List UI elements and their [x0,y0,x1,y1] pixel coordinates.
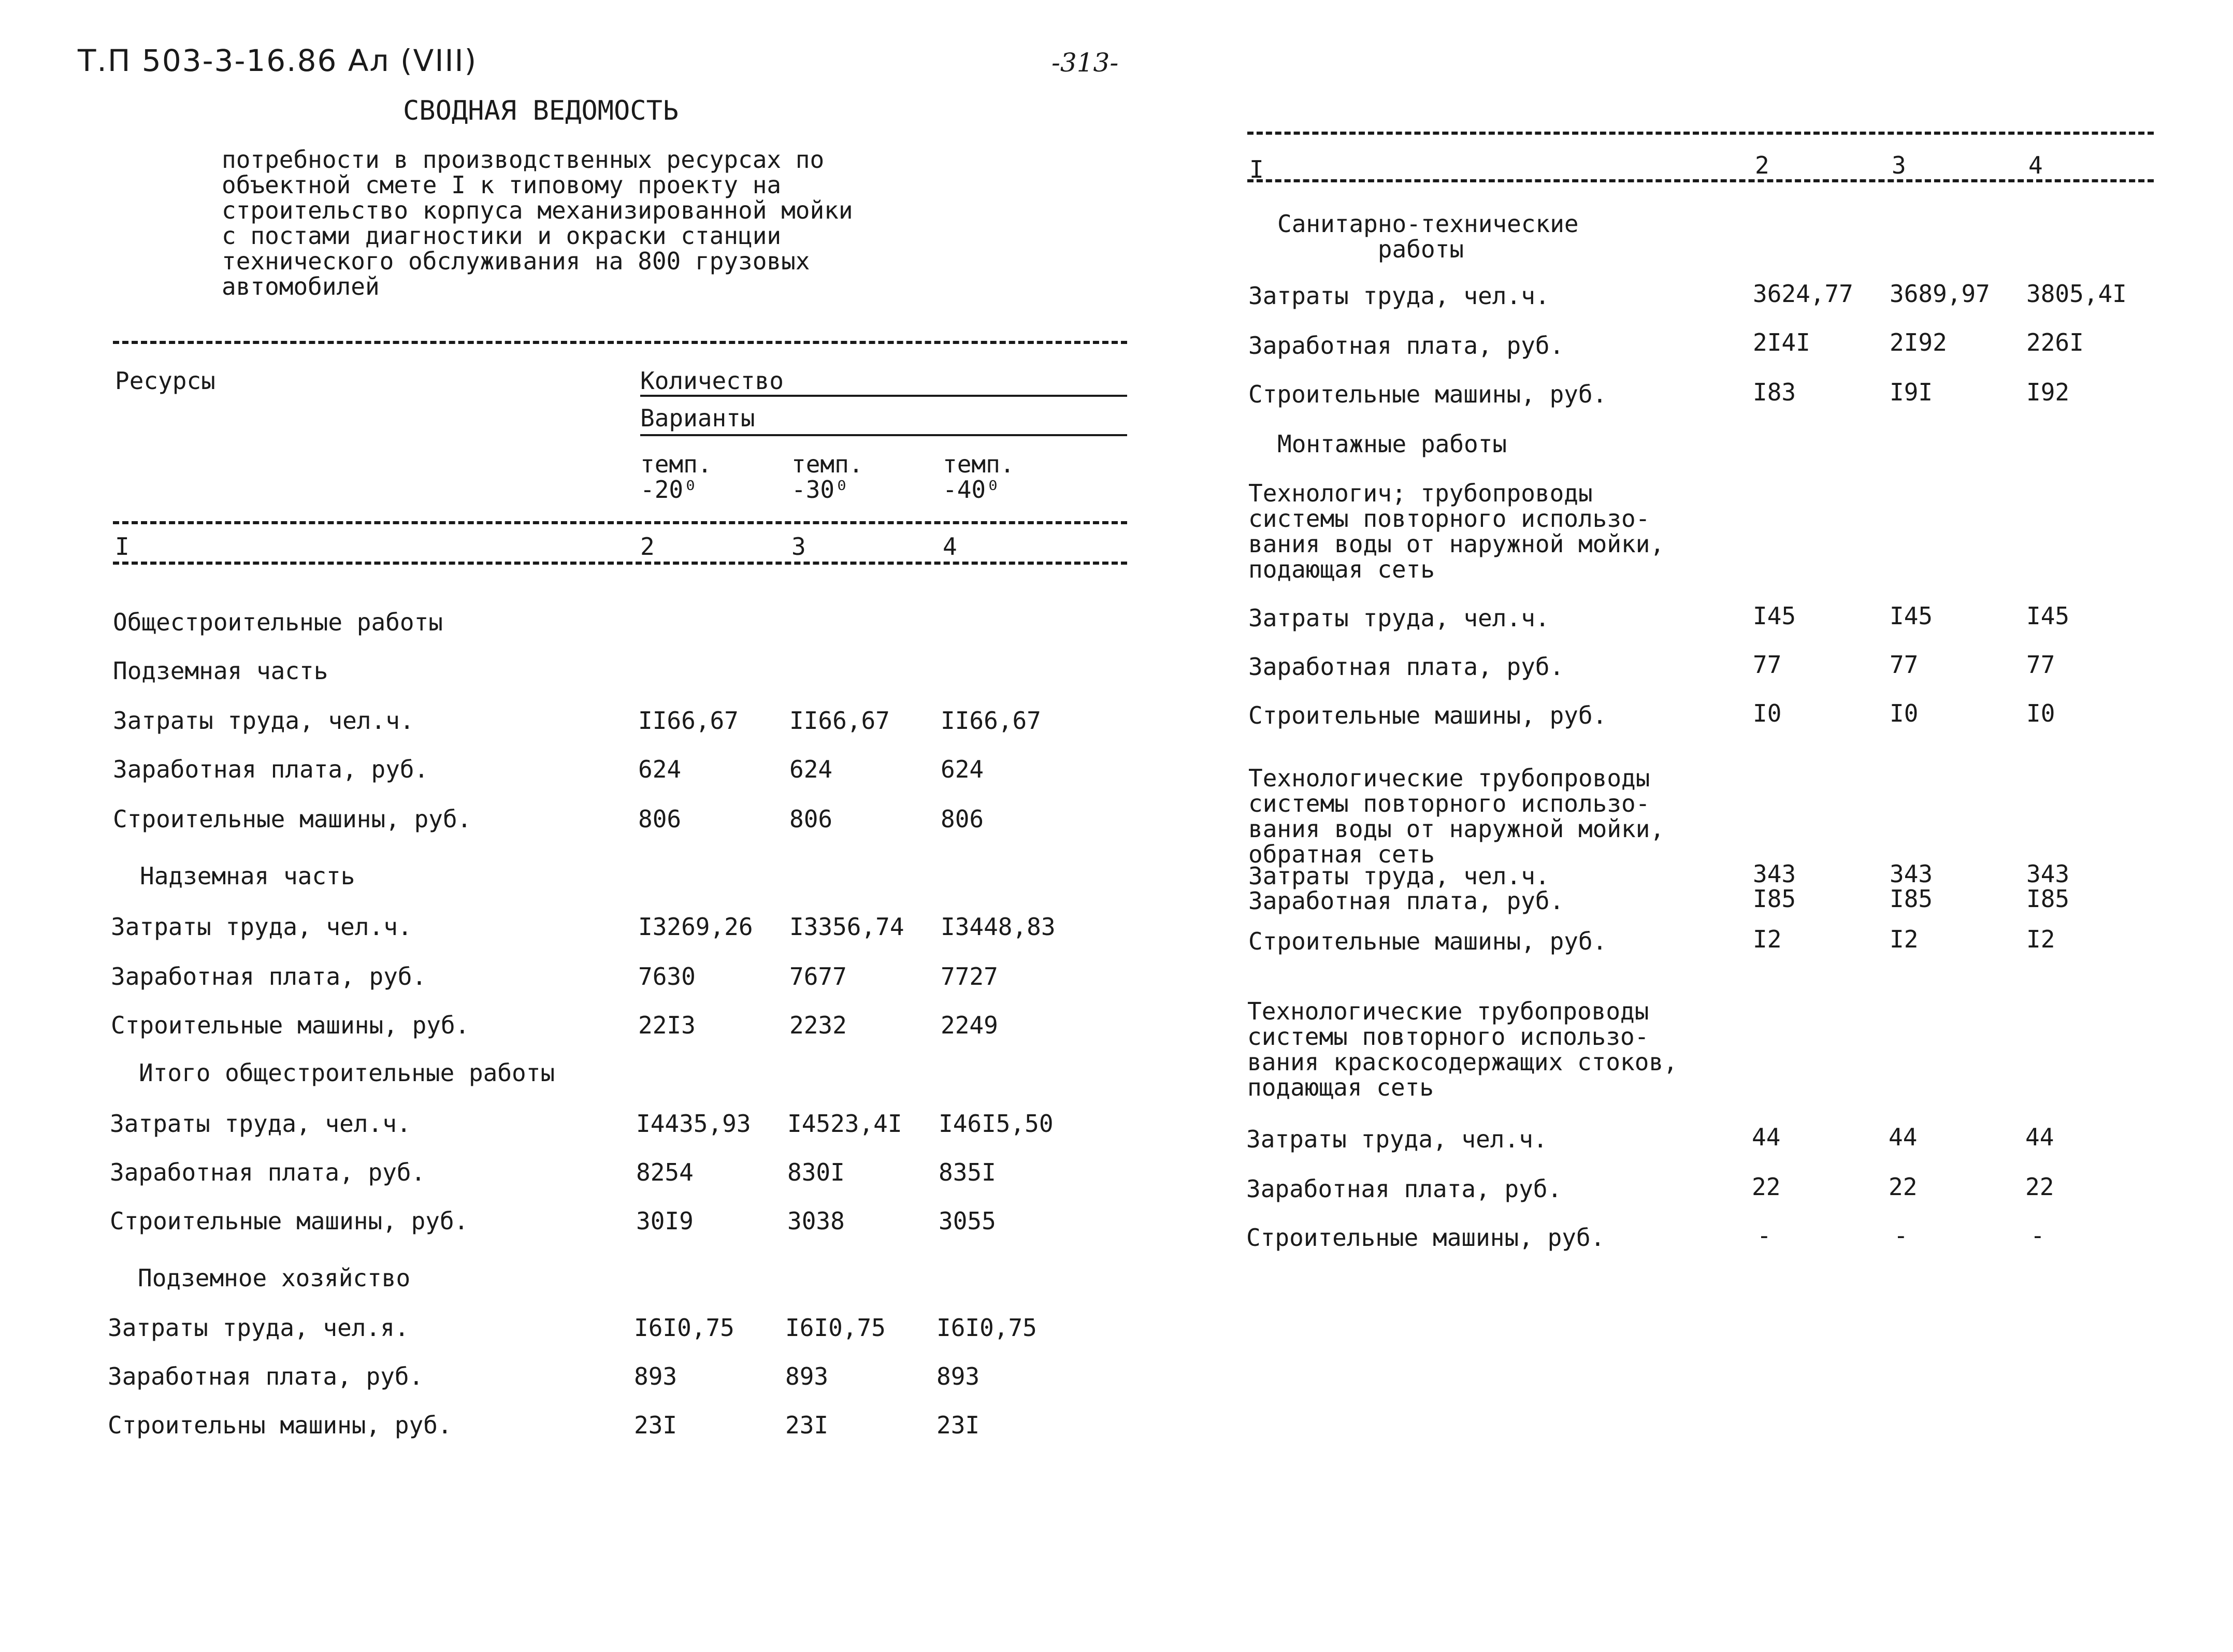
row-value: 226I [2026,328,2084,356]
variant-header-3: темп. -40⁰ [943,450,1015,504]
row-value: I3448,83 [941,913,1056,941]
row-value: I4523,4I [787,1110,902,1138]
row-value: 893 [785,1362,829,1390]
column-number-4: 4 [943,533,957,561]
row-label: Затраты труда, чел.ч. [1248,862,1550,890]
document-title: СВОДНАЯ ВЕДОМОСТЬ [403,95,679,126]
subsection-heading: Технологич; трубопроводы системы повторного использо- вания воды от наружной мойки, подающая сеть [1248,479,1665,583]
row-value: 2I92 [1890,328,1947,356]
row-label: Строительные машины, руб. [1248,701,1607,729]
row-label: Затраты труда, чел.я. [108,1314,409,1342]
document-subtitle: потребности в производственных ресурсах по объектной смете I к типовому проекту на строительство корпуса механизированной мойки с постами диагностики и окраски станции технического обслуживания на 800 грузовых автомобилей [222,146,853,300]
row-value: 44 [2025,1123,2054,1151]
column-number-4: 4 [2028,151,2043,179]
row-value: - [1894,1222,1908,1249]
column-header-resources: Ресурсы [115,367,215,395]
row-value: I0 [1753,699,1782,727]
row-value: 23I [937,1411,980,1439]
variant-header-1: темп. -20⁰ [640,450,712,504]
row-value: 7727 [941,963,998,990]
column-number-1: I [115,533,129,561]
document-stamp: Т.П 503-3-16.86 Ал (VIII) [78,43,478,78]
row-label: Заработная плата, руб. [1248,332,1564,360]
row-label: Заработная плата, руб. [1248,887,1564,915]
row-value: I85 [2026,885,2070,913]
row-value: 23I [634,1411,678,1439]
row-value: 893 [634,1362,678,1390]
row-value: I4435,93 [636,1110,751,1138]
row-label: Строительные машины, руб. [111,1011,470,1039]
row-label: Заработная плата, руб. [110,1158,426,1186]
row-label: Затраты труда, чел.ч. [110,1110,411,1138]
table-rule [1247,179,2154,182]
row-value: 830I [787,1158,845,1186]
row-value: 3689,97 [1890,280,1990,308]
row-value: 2232 [789,1011,847,1039]
row-value: 806 [789,805,833,833]
row-label: Строительные машины, руб. [110,1207,469,1235]
row-value: 23I [785,1411,829,1439]
row-value: I83 [1753,378,1796,406]
section-heading: Монтажные работы [1277,430,1507,458]
row-value: 893 [937,1362,980,1390]
column-header-quantity: Количество [640,367,784,395]
row-value: 77 [1890,651,1919,679]
row-value: 3038 [787,1207,845,1235]
row-value: 2I4I [1753,328,1810,356]
row-label: Заработная плата, руб. [1246,1175,1562,1203]
table-rule [113,562,1127,565]
row-value: I0 [2026,699,2055,727]
row-value: 22 [1889,1173,1918,1201]
row-value: I45 [1890,602,1933,630]
row-value: I0 [1890,699,1919,727]
row-label: Строительные машины, руб. [1248,380,1607,408]
column-header-variants: Варианты [640,404,755,432]
row-value: I85 [1890,885,1933,913]
subsection-heading: Технологические трубопроводы системы повторного использо- вания краскосодержащих стоков, подающая сеть [1247,997,1678,1101]
row-value: I45 [1753,602,1796,630]
row-value: 77 [2026,651,2055,679]
row-value: - [1757,1222,1771,1249]
row-label: Заработная плата, руб. [113,755,429,783]
section-heading: Санитарно-технические работы [1277,210,1579,263]
section-heading: Итого общестроительные работы [139,1059,555,1087]
row-label: Заработная плата, руб. [108,1362,424,1390]
row-value: - [2030,1222,2045,1249]
row-value: I2 [2026,925,2055,953]
row-label: Затраты труда, чел.ч. [1246,1125,1548,1153]
table-rule [113,341,1127,344]
row-value: 624 [638,755,682,783]
row-label: Строительны машины, руб. [108,1411,452,1439]
row-value: 624 [941,755,984,783]
row-value: 343 [2026,860,2070,888]
section-heading: Подземная часть [113,657,328,685]
row-value: 3805,4I [2026,280,2127,308]
row-value: 44 [1752,1123,1781,1151]
row-value: 30I9 [636,1207,694,1235]
row-value: 22 [1752,1173,1781,1201]
row-value: II66,67 [941,707,1041,735]
row-value: 44 [1889,1123,1918,1151]
row-value: 343 [1890,860,1933,888]
row-label: Затраты труда, чел.ч. [1248,604,1550,632]
variant-header-2: темп. -30⁰ [791,450,863,504]
column-number-3: 3 [1892,151,1906,179]
row-value: 8254 [636,1158,694,1186]
row-value: I6I0,75 [785,1314,886,1342]
table-rule [113,521,1127,524]
header-rule [640,395,1127,397]
row-value: 2249 [941,1011,998,1039]
row-value: 835I [939,1158,996,1186]
row-value: 3624,77 [1753,280,1853,308]
row-label: Строительные машины, руб. [113,805,472,833]
row-value: I6I0,75 [634,1314,734,1342]
row-label: Строительные машины, руб. [1246,1224,1605,1252]
row-value: 22 [2025,1173,2054,1201]
row-value: 77 [1753,651,1782,679]
row-label: Заработная плата, руб. [111,963,427,990]
row-value: I46I5,50 [939,1110,1054,1138]
row-value: 7677 [789,963,847,990]
table-rule [1247,132,2154,135]
column-number-2: 2 [1755,151,1769,179]
section-heading: Надземная часть [140,862,355,890]
row-value: II66,67 [789,707,890,735]
row-value: I2 [1753,925,1782,953]
row-label: Строительные машины, руб. [1248,927,1607,955]
column-number-3: 3 [791,533,806,561]
row-value: 806 [638,805,682,833]
row-label: Затраты труда, чел.ч. [111,913,412,941]
row-value: I3269,26 [638,913,753,941]
row-label: Затраты труда, чел.ч. [113,707,414,735]
row-value: I9I [1890,378,1933,406]
subsection-heading: Технологические трубопроводы системы повторного использо- вания воды от наружной мойки, обратная сеть [1248,764,1665,868]
page-number: -313- [1051,48,1119,78]
section-heading: Общестроительные работы [113,608,443,636]
header-rule [640,434,1127,436]
section-heading: Подземное хозяйство [138,1264,411,1292]
row-value: I85 [1753,885,1796,913]
column-number-1: I [1249,155,1264,183]
row-value: 3055 [939,1207,996,1235]
row-value: 806 [941,805,984,833]
row-value: I92 [2026,378,2070,406]
column-number-2: 2 [640,533,655,561]
row-value: 22I3 [638,1011,696,1039]
row-value: I6I0,75 [937,1314,1037,1342]
row-value: 624 [789,755,833,783]
row-value: 7630 [638,963,696,990]
row-value: I2 [1890,925,1919,953]
row-label: Затраты труда, чел.ч. [1248,282,1550,310]
row-label: Заработная плата, руб. [1248,653,1564,681]
row-value: II66,67 [638,707,739,735]
row-value: 343 [1753,860,1796,888]
row-value: I45 [2026,602,2070,630]
row-value: I3356,74 [789,913,904,941]
